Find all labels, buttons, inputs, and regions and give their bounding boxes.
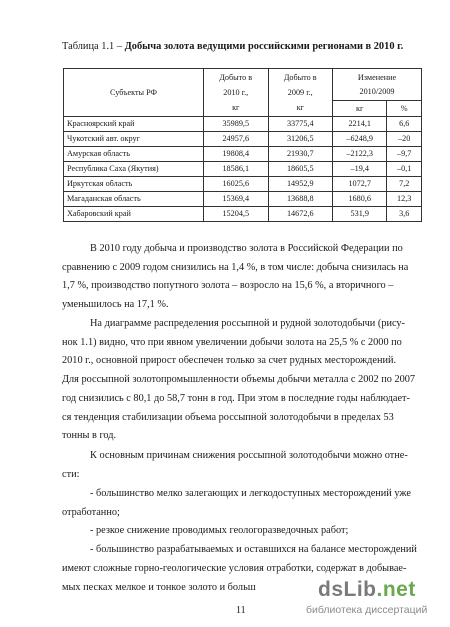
change-pct-cell: –0,1 xyxy=(387,162,422,177)
header-change xyxy=(333,69,422,101)
header-2009-line3: кг xyxy=(296,102,304,112)
bullet-item: - резкое снижение проводимых геологоразведочных работ; xyxy=(90,525,349,537)
region-cell: Амурская область xyxy=(64,147,204,162)
change-pct-cell: 3,6 xyxy=(387,207,422,222)
value-2009-cell: 14672,6 xyxy=(268,207,333,222)
bullet-item: - большинство мелко залегающих и легкодоступных месторождений уже xyxy=(90,488,411,499)
header-2010-line3: кг xyxy=(232,102,240,112)
table-row xyxy=(64,162,422,177)
region-cell: Иркутская область xyxy=(64,177,204,192)
region-cell: Чукотский авт. округ xyxy=(64,132,204,147)
region-cell: Республика Саха (Якутия) xyxy=(64,162,204,177)
paragraph-1 xyxy=(62,240,430,315)
table-row xyxy=(64,177,422,192)
page-number: 11 xyxy=(236,605,246,616)
change-kg-cell: 2214,1 xyxy=(333,117,387,132)
header-change-line2: 2010/2009 xyxy=(359,86,395,96)
dslib-logo xyxy=(318,578,416,602)
table-row xyxy=(64,192,422,207)
bullet-item-cont: мых песках мелкое и тонкое золото и больш xyxy=(62,581,256,593)
header-2009 xyxy=(268,69,333,117)
value-2009-cell: 33775,4 xyxy=(268,117,333,132)
change-kg-cell: –2122,3 xyxy=(333,147,387,162)
header-change-pct: % xyxy=(387,101,422,117)
text-line: год снизились с 80,1 до 58,7 тонн в год. При этом в последние годы наблюдает- xyxy=(62,392,410,404)
text-line: нок 1.1) видно, что при явном увеличении добычи золота на 25,5 % с 2000 по xyxy=(62,336,402,348)
value-2010-cell: 18586,1 xyxy=(204,162,269,177)
change-pct-cell: 12,3 xyxy=(387,192,422,207)
text-line: К основным причинам снижения россыпной золотодобычи можно отне- xyxy=(90,450,408,461)
value-2009-cell: 21930,7 xyxy=(268,147,333,162)
table-caption xyxy=(62,40,432,53)
table-row xyxy=(64,207,422,222)
text-line: 1,7 %, производство попутного золота – возросло на 15,6 %, а вторичного – xyxy=(62,280,394,292)
dslib-watermark[interactable] xyxy=(300,578,450,623)
table-row xyxy=(64,147,422,162)
value-2010-cell: 19808,4 xyxy=(204,147,269,162)
header-subjects: Субъекты РФ xyxy=(64,69,204,117)
text-line: Для россыпной золотопромышленности объемы добычи металла с 2002 по 2007 xyxy=(62,374,416,386)
region-cell: Магаданская область xyxy=(64,192,204,207)
change-pct-cell: 7,2 xyxy=(387,177,422,192)
change-kg-cell: 1072,7 xyxy=(333,177,387,192)
value-2009-cell: 18605,5 xyxy=(268,162,333,177)
text-line: 2010 г., основной прирост обеспечен только за счет рудных месторождений. xyxy=(62,355,397,367)
value-2009-cell: 14952,9 xyxy=(268,177,333,192)
change-kg-cell: 1680,6 xyxy=(333,192,387,207)
text-line: На диаграмме распределения россыпной и рудной золотодобычи (рису- xyxy=(90,318,405,329)
table-row xyxy=(64,117,422,132)
dslib-logo-tld: .net xyxy=(376,578,416,601)
text-line: тонны в год. xyxy=(62,430,117,442)
change-kg-cell: –19,4 xyxy=(333,162,387,177)
header-2009-line2: 2009 г., xyxy=(287,87,313,97)
value-2010-cell: 35989,5 xyxy=(204,117,269,132)
bullet-item: - большинство разрабатываемых и оставшихся на балансе месторождений xyxy=(90,544,417,556)
caption-title: Добыча золота ведущими российскими регионами в 2010 г. xyxy=(124,41,404,52)
text-line: сти: xyxy=(62,468,80,480)
table-row xyxy=(64,132,422,147)
change-pct-cell: 6,6 xyxy=(387,117,422,132)
value-2010-cell: 15369,4 xyxy=(204,192,269,207)
paragraph-2 xyxy=(62,315,430,446)
value-2010-cell: 16025,6 xyxy=(204,177,269,192)
header-2010 xyxy=(204,69,269,117)
text-line: уменьшилось на 17,1 %. xyxy=(62,299,169,311)
bullet-item-cont: отработанно; xyxy=(62,506,120,518)
value-2009-cell: 31206,5 xyxy=(268,132,333,147)
header-2010-line1: Добыто в xyxy=(219,72,253,82)
dslib-tagline: библиотека диссертаций xyxy=(306,604,428,616)
change-pct-cell: –9,7 xyxy=(387,147,422,162)
value-2010-cell: 24957,6 xyxy=(204,132,269,147)
paragraph-3 xyxy=(62,447,430,484)
region-cell: Хабаровский край xyxy=(64,207,204,222)
header-change-kg: кг xyxy=(333,101,387,117)
region-cell: Красноярский край xyxy=(64,117,204,132)
header-change-line1: Изменение xyxy=(357,72,397,82)
text-line: сравнению с 2009 годом снизились на 1,4 %, в том числе: добыча снизилась на xyxy=(62,261,409,273)
bullet-item-cont: имеют сложные горно-геологические условия отработки, содержат в добывае- xyxy=(62,562,407,574)
text-line: ся тенденция стабилизации объема россыпной золотодобычи в пределах 53 xyxy=(62,411,394,423)
caption-prefix: Таблица 1.1 – xyxy=(62,41,125,52)
value-2009-cell: 13688,8 xyxy=(268,192,333,207)
gold-production-table xyxy=(63,68,422,222)
text-line: В 2010 году добыча и производство золота в Российской Федерации по xyxy=(90,243,403,254)
header-2009-line1: Добыто в xyxy=(283,72,317,82)
change-kg-cell: –6248,9 xyxy=(333,132,387,147)
header-2010-line2: 2010 г., xyxy=(223,87,249,97)
change-pct-cell: –20 xyxy=(387,132,422,147)
change-kg-cell: 531,9 xyxy=(333,207,387,222)
value-2010-cell: 15204,5 xyxy=(204,207,269,222)
dslib-logo-main: dsLib xyxy=(318,578,377,601)
